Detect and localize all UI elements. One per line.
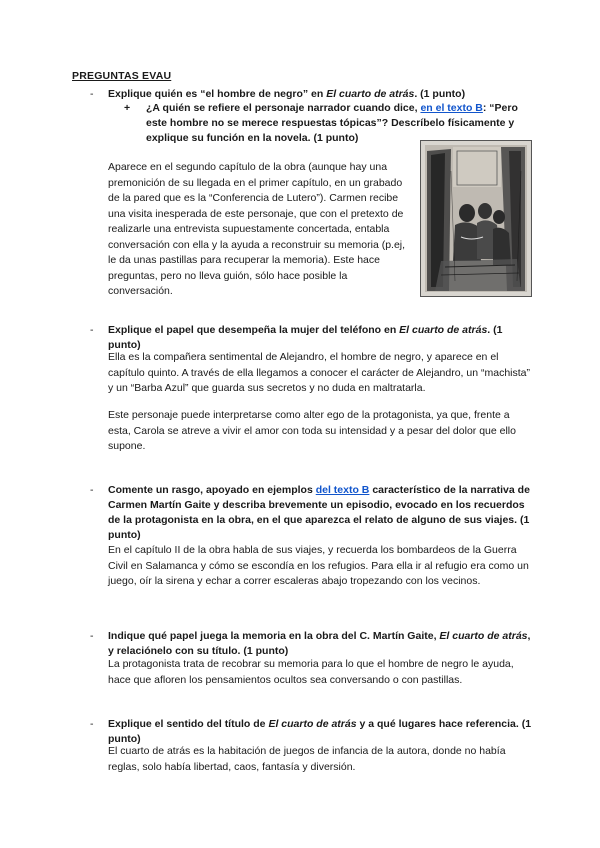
question-4-text: Indique qué papel juega la memoria en la obra del C. Martín Gaite, — [108, 630, 440, 642]
answer-2-paragraph-2: Este personaje puede interpretarse como alter ego de la protagonista, ya que, frente a esta, Carola se atreve a vivir el amor con toda su intensidad y a pesar del dolor que ello supone. — [108, 409, 516, 452]
question-3-text: Comente un rasgo, apoyado en ejemplos — [108, 484, 316, 496]
answer-5: El cuarto de atrás es la habitación de juegos de infancia de la autora, donde no había reglas, solo había libertad, caos, fantasía y diversión. — [108, 745, 506, 773]
text-b-link[interactable]: en el texto B — [420, 102, 483, 114]
work-title: El cuarto de atrás — [326, 88, 415, 100]
question-3-rest: característico de la narrativa de Carmen Martín Gaite y describa brevemente un episodio, evocado en los recuerdos de la protagonista en la obra, en el que aparezca el relato de alguno de sus viajes. (1 punto) — [108, 484, 530, 541]
question-2-text: Explique el papel que desempeña la mujer del teléfono en — [108, 324, 400, 336]
engraving-illustration — [420, 140, 532, 297]
work-title: El cuarto de atrás — [439, 630, 528, 642]
question-2-points: . (1 punto) — [108, 324, 503, 351]
question-2 — [108, 323, 533, 353]
text-b-link[interactable]: del texto B — [315, 484, 370, 496]
engraving-illustration-icon — [421, 141, 531, 296]
work-title: El cuarto de atrás — [399, 324, 488, 336]
question-4 — [108, 629, 533, 659]
list-dash: - — [90, 324, 94, 336]
list-dash: - — [90, 630, 94, 642]
list-bullet: + — [124, 102, 131, 114]
answer-4: La protagonista trata de recobrar su memoria para lo que el hombre de negro le ayuda, hace que afloren los pensamientos ocultos sea conversando o con pastillas. — [108, 658, 514, 686]
question-1-sub-text: ¿A quién se refiere el personaje narrador cuando dice, — [146, 102, 421, 114]
question-5-points: y a qué lugares hace referencia. (1 punto) — [108, 718, 532, 745]
question-3 — [108, 483, 533, 543]
answer-1: Aparece en el segundo capítulo de la obra (aunque hay una premonición de su llegada en el primer capítulo, en un grabado de la pared que es la “Conferencia de Lutero”). Carmen recibe una visita inesperada de este personaje, que con el pretexto de realizarle una entrevista supuestamente concertada, entabla conversación con ella y la ayuda a reconstruir su memoria (p.ej, le da unas pastillas para recuperar la memoria). Este hace preguntas, pero no lleva guión, sólo hace posible la conversación. — [108, 161, 406, 297]
question-5-text: Explique el sentido del título de — [108, 718, 269, 730]
answer-2-paragraph-1: Ella es la compañera sentimental de Alejandro, el hombre de negro, y aparece en el capítulo quinto. A través de ella llegamos a conocer el carácter de Alejandro, un “machista” y un “Barba Azul” que guarda sus secretos y no duda en maltratarla. — [108, 351, 530, 394]
question-1 — [108, 87, 533, 102]
answer-3: En el capítulo II de la obra habla de sus viajes, y recuerda los bombardeos de la Guerra Civil en Salamanca y cómo se escondía en los refugios. Para ella ir al refugio era como un juego, oír la sirena y echar a correr escaleras abajo tropezando con los vecinos. — [108, 544, 529, 587]
question-1-sub-rest: : “Pero este hombre no se merece respuestas tópicas”? Descríbelo físicamente y explique su función en la novela. (1 punto) — [146, 102, 518, 144]
page-title: PREGUNTAS EVAU — [72, 70, 172, 82]
question-1-points: . (1 punto) — [414, 88, 466, 100]
question-1-text: Explique quién es “el hombre de negro” en — [108, 88, 327, 100]
question-5 — [108, 717, 533, 747]
list-dash: - — [90, 718, 94, 730]
work-title: El cuarto de atrás — [268, 718, 357, 730]
list-dash: - — [90, 88, 94, 100]
list-dash: - — [90, 484, 94, 496]
question-4-points: , y relaciónelo con su título. (1 punto) — [108, 630, 531, 657]
